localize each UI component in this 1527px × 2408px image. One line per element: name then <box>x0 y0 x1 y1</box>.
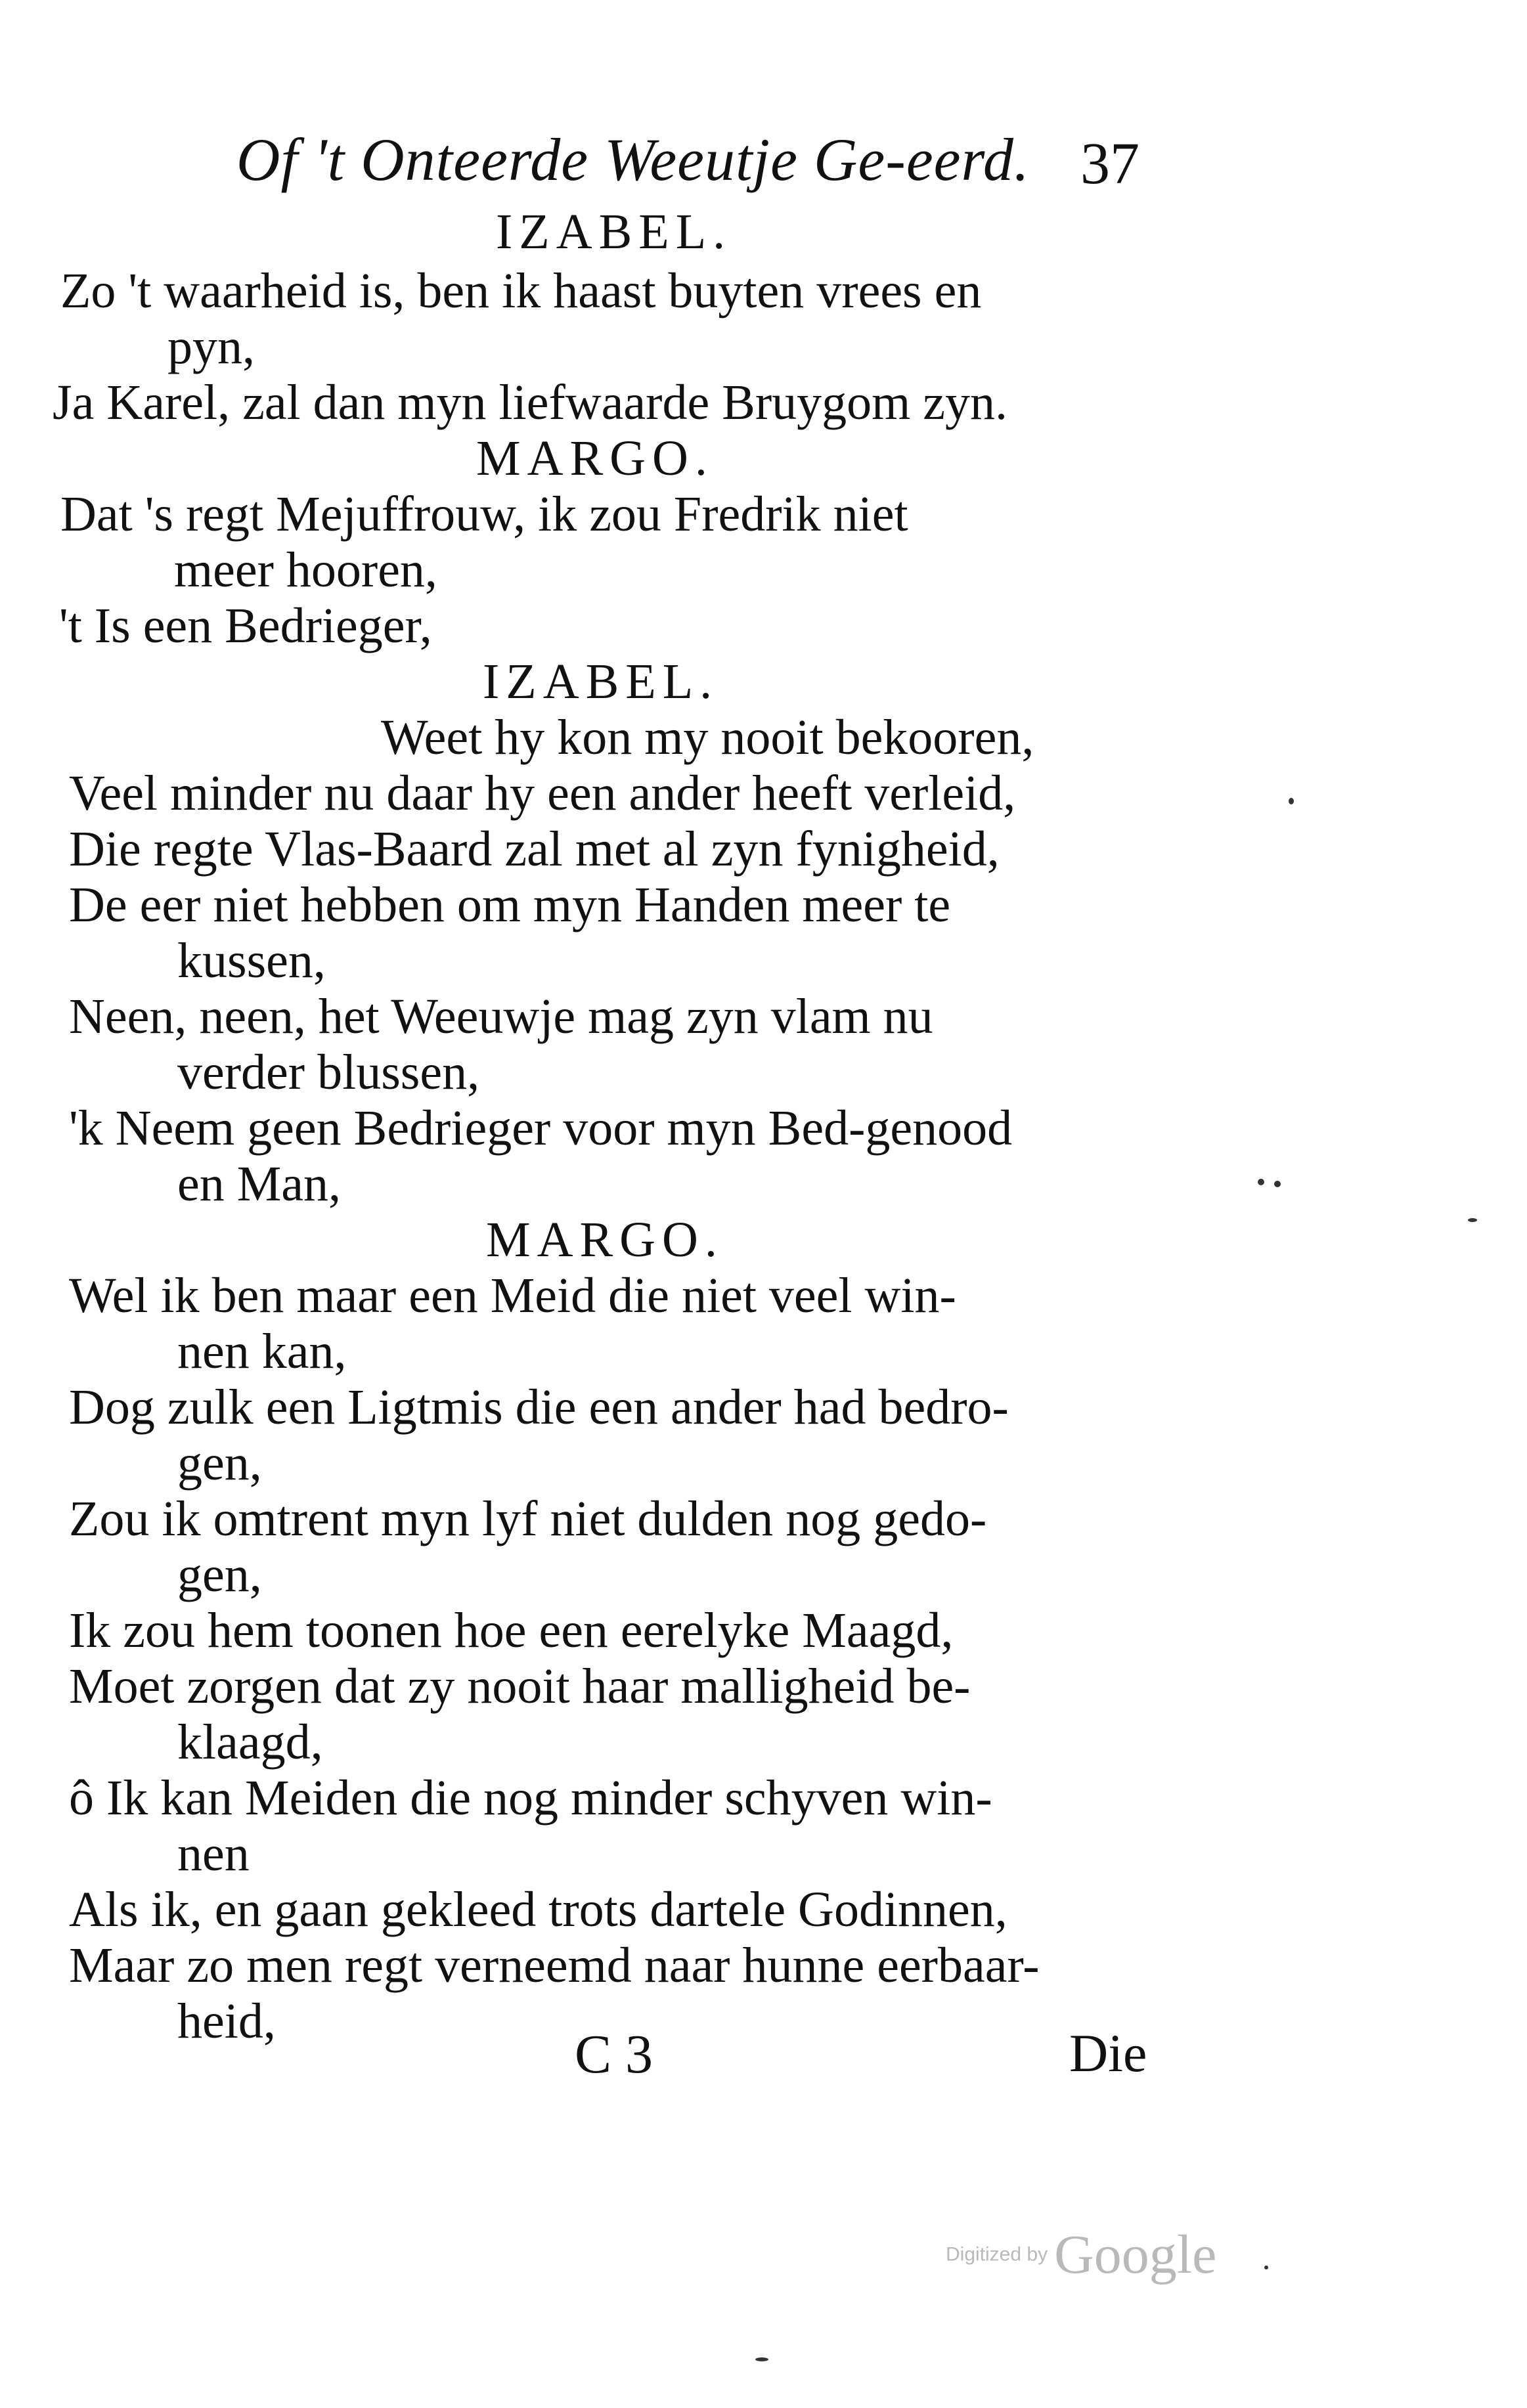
verse-line: Maar zo men regt verneemd naar hunne eerbaar- <box>69 1938 1040 1993</box>
paper-speck <box>1289 798 1294 804</box>
verse-line: Zou ik omtrent myn lyf niet dulden nog gedo- <box>69 1491 987 1546</box>
google-logo: Google <box>1054 2224 1217 2285</box>
signature-mark: C 3 <box>575 2024 653 2085</box>
verse-line: 'k Neem geen Bedrieger voor myn Bed-genood <box>69 1101 1013 1156</box>
verse-line: meer hooren, <box>174 542 437 598</box>
verse-line: gen, <box>177 1547 262 1602</box>
paper-speck <box>1468 1218 1477 1222</box>
verse-line: Dog zulk een Ligtmis die een ander had bedro- <box>69 1380 1009 1435</box>
paper-speck <box>1264 2266 1268 2269</box>
running-head: Of 't Onteerde Weeutje Ge-eerd. <box>236 126 1030 193</box>
verse-line: nen <box>177 1826 250 1881</box>
verse-line: Weet hy kon my nooit bekooren, <box>381 710 1034 765</box>
speaker-margo: MARGO. <box>476 431 714 486</box>
speaker-izabel: IZABEL. <box>483 654 719 709</box>
verse-line: Moet zorgen dat zy nooit haar malligheid be- <box>69 1659 971 1714</box>
verse-line: 't Is een Bedrieger, <box>59 598 432 653</box>
paper-speck <box>755 2357 768 2361</box>
watermark-prefix: Digitized by <box>946 2243 1048 2266</box>
verse-line: De eer niet hebben om myn Handen meer te <box>69 877 951 932</box>
verse-line: Veel minder nu daar hy een ander heeft verleid, <box>69 766 1016 821</box>
verse-line: kussen, <box>177 933 326 988</box>
page-number: 37 <box>1080 131 1140 196</box>
verse-line: klaagd, <box>177 1715 323 1770</box>
verse-line: Neen, neen, het Weeuwje mag zyn vlam nu <box>69 989 933 1044</box>
catchword: Die <box>1069 2023 1147 2083</box>
speaker-margo: MARGO. <box>486 1212 724 1267</box>
verse-line: nen kan, <box>177 1324 347 1379</box>
verse-line: Die regte Vlas-Baard zal met al zyn fynigheid, <box>69 821 1000 877</box>
digitized-watermark <box>946 2223 1216 2287</box>
verse-line: en Man, <box>177 1156 342 1212</box>
verse-line: Wel ik ben maar een Meid die niet veel win- <box>69 1268 956 1323</box>
verse-line: Dat 's regt Mejuffrouw, ik zou Fredrik niet <box>60 487 908 542</box>
verse-line: Als ik, en gaan gekleed trots dartele Godinnen, <box>69 1882 1007 1937</box>
verse-line: Ja Karel, zal dan myn liefwaarde Bruygom zyn. <box>53 375 1008 430</box>
verse-line: gen, <box>177 1435 262 1491</box>
verse-line: Zo 't waarheid is, ben ik haast buyten vrees en <box>60 263 982 318</box>
verse-line: heid, <box>177 1994 276 2049</box>
paper-speck <box>1274 1181 1281 1187</box>
paper-speck <box>1258 1179 1264 1185</box>
speaker-izabel: IZABEL. <box>496 204 732 259</box>
verse-line: ô Ik kan Meiden die nog minder schyven win- <box>69 1770 992 1826</box>
verse-line: pyn, <box>167 319 255 374</box>
verse-line: Ik zou hem toonen hoe een eerelyke Maagd, <box>69 1603 954 1658</box>
verse-line: verder blussen, <box>177 1045 480 1100</box>
